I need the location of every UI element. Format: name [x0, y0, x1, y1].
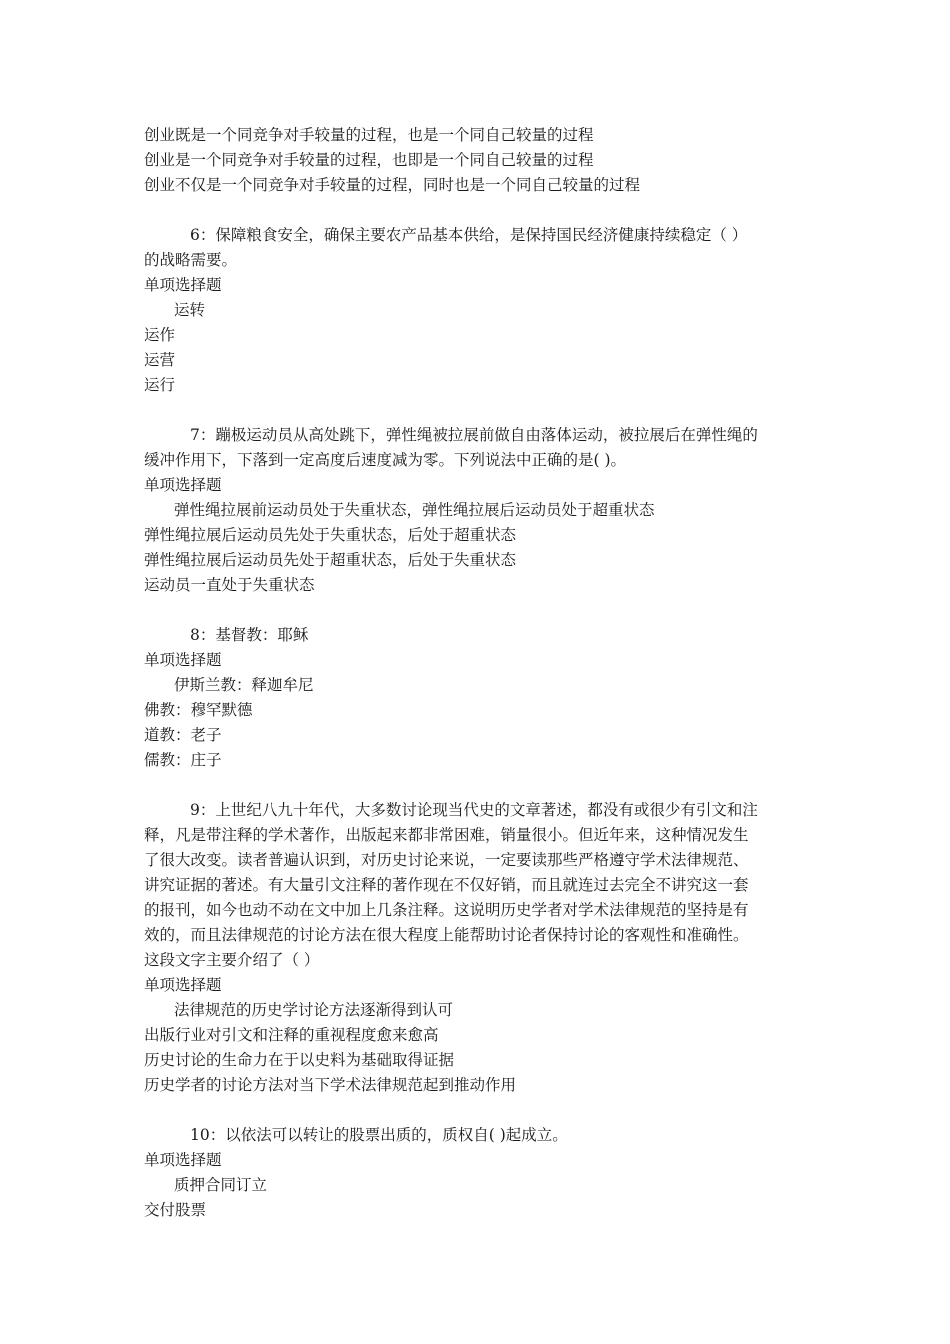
- option-text: 伊斯兰教：释迦牟尼: [174, 676, 314, 694]
- question-stem: 这段文字主要介绍了（ ）: [144, 951, 320, 969]
- question-stem: 7：蹦极运动员从高处跳下，弹性绳被拉展前做自由落体运动，被拉展后在弹性绳的: [190, 426, 758, 444]
- question-6: [144, 223, 808, 398]
- question-type: 单项选择题: [144, 276, 222, 294]
- prev-question-options: [144, 123, 808, 198]
- document-content: [144, 123, 808, 1223]
- option-text: 道教：老子: [144, 726, 222, 744]
- question-type: 单项选择题: [144, 976, 222, 994]
- option-text: 运行: [144, 376, 176, 394]
- option-text: 运作: [144, 326, 176, 344]
- option-text: 运营: [144, 351, 176, 369]
- option-text: 弹性绳拉展后运动员先处于失重状态，后处于超重状态: [144, 526, 517, 544]
- option-text: 佛教：穆罕默德: [144, 701, 253, 719]
- question-stem: 的战略需要。: [144, 251, 238, 269]
- spacer: [144, 398, 808, 423]
- question-9: [144, 798, 808, 1098]
- option-text: 交付股票: [144, 1201, 207, 1219]
- question-stem: 释，凡是带注释的学术著作，出版起来都非常困难，销量很小。但近年来，这种情况发生: [144, 826, 749, 844]
- option-text: 儒教：庄子: [144, 751, 222, 769]
- question-stem: 缓冲作用下，下落到一定高度后速度减为零。下列说法中正确的是( )。: [144, 451, 627, 469]
- question-stem: 效的，而且法律规范的讨论方法在很大程度上能帮助讨论者保持讨论的客观性和准确性。: [144, 926, 749, 944]
- option-text: 运动员一直处于失重状态: [144, 576, 315, 594]
- spacer: [144, 198, 808, 223]
- question-10: [144, 1123, 808, 1223]
- question-type: 单项选择题: [144, 476, 222, 494]
- spacer: [144, 598, 808, 623]
- option-text: 弹性绳拉展前运动员处于失重状态，弹性绳拉展后运动员处于超重状态: [174, 501, 655, 519]
- question-7: [144, 423, 808, 598]
- option-text: 质押合同订立: [174, 1176, 268, 1194]
- spacer: [144, 773, 808, 798]
- question-stem: 9：上世纪八九十年代，大多数讨论现当代史的文章著述，都没有或很少有引文和注: [190, 801, 758, 819]
- question-stem: 的报刊，如今也动不动在文中加上几条注释。这说明历史学者对学术法律规范的坚持是有: [144, 901, 749, 919]
- option-text: 出版行业对引文和注释的重视程度愈来愈高: [144, 1026, 439, 1044]
- option-text: 运转: [174, 301, 206, 319]
- question-stem: 8：基督教：耶稣: [190, 626, 309, 644]
- option-text: 弹性绳拉展后运动员先处于超重状态，后处于失重状态: [144, 551, 517, 569]
- question-stem: 讲究证据的著述。有大量引文注释的著作现在不仅好销，而且就连过去完全不讲究这一套: [144, 876, 749, 894]
- question-stem: 10：以依法可以转让的股票出质的，质权自( )起成立。: [190, 1126, 568, 1144]
- question-8: [144, 623, 808, 773]
- option-text: 创业既是一个同竞争对手较量的过程，也是一个同自己较量的过程: [144, 126, 594, 144]
- question-type: 单项选择题: [144, 1151, 222, 1169]
- option-text: 历史学者的讨论方法对当下学术法律规范起到推动作用: [144, 1076, 517, 1094]
- spacer: [144, 1098, 808, 1123]
- option-text: 历史讨论的生命力在于以史料为基础取得证据: [144, 1051, 455, 1069]
- question-stem: 了很大改变。读者普遍认识到，对历史讨论来说，一定要读那些严格遵守学术法律规范、: [144, 851, 749, 869]
- option-text: 创业是一个同竞争对手较量的过程，也即是一个同自己较量的过程: [144, 151, 594, 169]
- option-text: 法律规范的历史学讨论方法逐渐得到认可: [174, 1001, 454, 1019]
- question-stem: 6：保障粮食安全，确保主要农产品基本供给，是保持国民经济健康持续稳定（ ）: [190, 226, 748, 244]
- option-text: 创业不仅是一个同竞争对手较量的过程，同时也是一个同自己较量的过程: [144, 176, 641, 194]
- question-type: 单项选择题: [144, 651, 222, 669]
